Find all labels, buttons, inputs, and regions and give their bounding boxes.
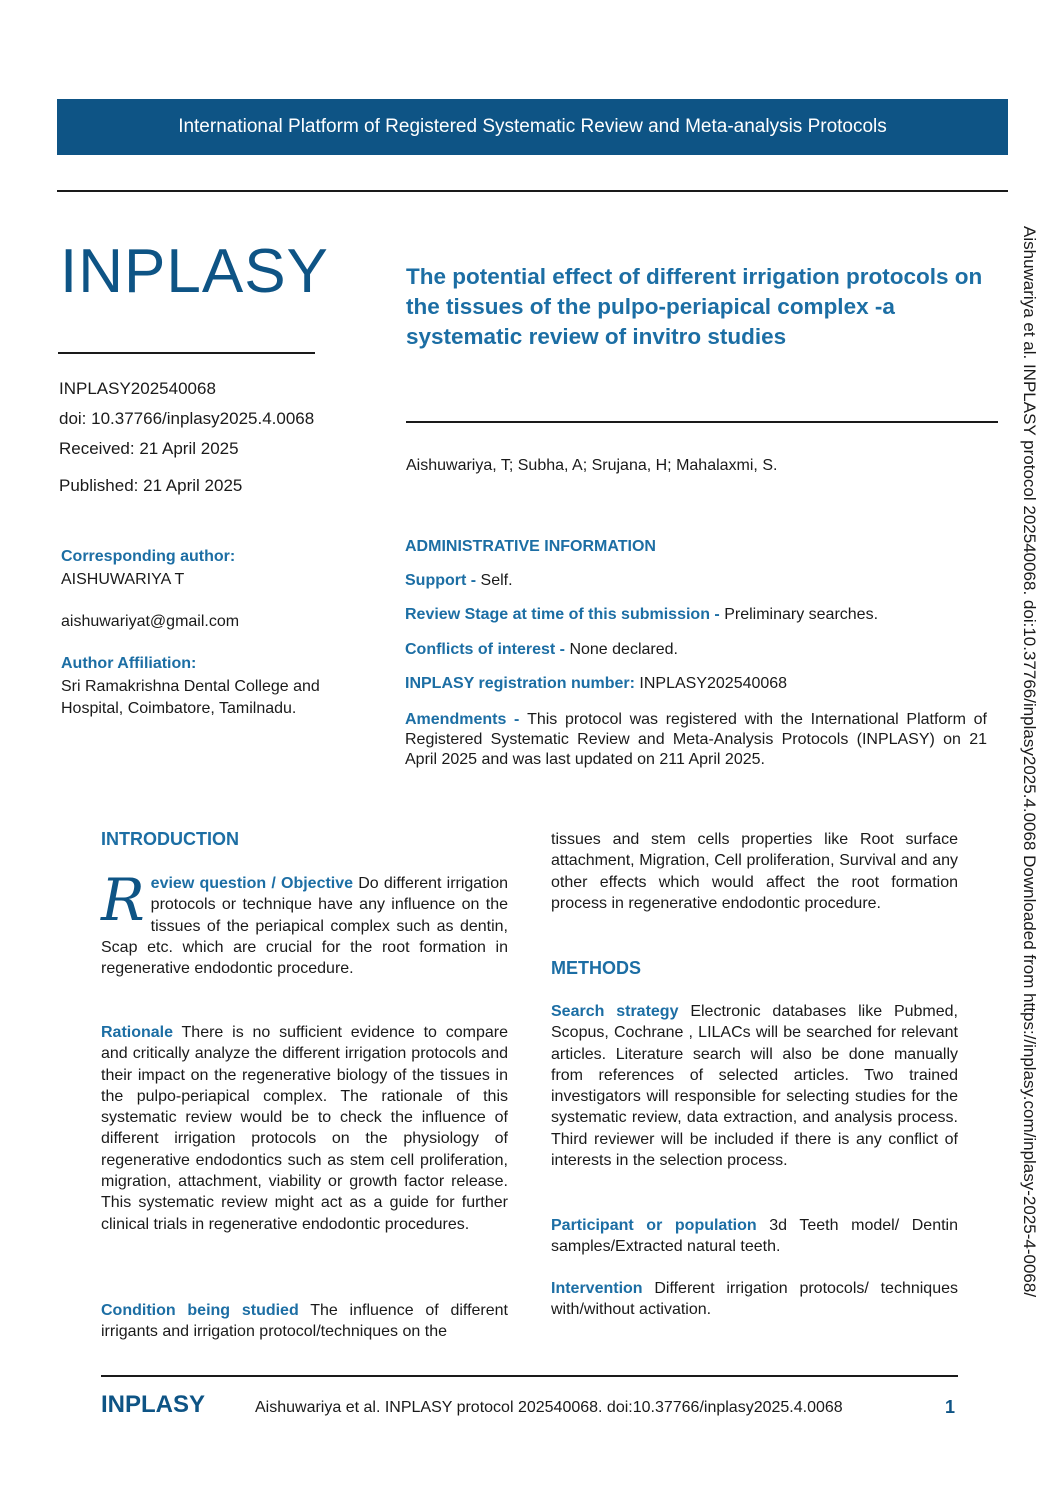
amendments-label: Amendments - — [405, 711, 528, 728]
author-list: Aishuwariya, T; Subha, A; Srujana, H; Mahalaxmi, S. — [406, 457, 778, 474]
footer-citation: Aishuwariya et al. INPLASY protocol 202540068. doi:10.37766/inplasy2025.4.0068 — [255, 1399, 843, 1416]
registration-value: INPLASY202540068 — [639, 675, 788, 692]
search-strategy-paragraph — [551, 1001, 958, 1171]
condition-text: The influence of different irrigants and irrigation protocol/techniques on the — [101, 1302, 508, 1341]
received-date: Received: 21 April 2025 — [59, 439, 239, 458]
corresponding-author-email: aishuwariyat@gmail.com — [61, 613, 240, 630]
condition-continuation: tissues and stem cells properties like Root surface attachment, Migration, Cell proliferation, Survival and any other effects which would affect the root formation process in regenerative endodontic procedure. — [551, 831, 958, 912]
paper-title: The potential effect of different irrigation protocols on the tissues of the pulpo-periapical complex -a systematic review of invitro studies — [406, 264, 983, 349]
review-question-paragraph — [101, 866, 508, 979]
methods-heading: METHODS — [551, 958, 641, 978]
intervention-label: Intervention — [551, 1280, 643, 1297]
admin-heading: ADMINISTRATIVE INFORMATION — [405, 538, 656, 555]
rationale-label: Rationale — [101, 1024, 174, 1041]
introduction-heading: INTRODUCTION — [101, 829, 239, 849]
intervention-paragraph — [551, 1278, 958, 1321]
banner-text: International Platform of Registered Systematic Review and Meta-analysis Protocols — [178, 116, 887, 137]
rationale-paragraph — [101, 1022, 508, 1235]
rationale-text: There is no sufficient evidence to compare and critically analyze the different irrigation protocols and their impact on the regenerative biology of the tissues in the pulpo-periapical complex. The rationale of this systematic review would be to check the influence of different irrigation protocols on the physiology of regenerative endodontics such as stem cell proliferation, migration, attachment, viability or growth factor release. This systematic review might act as a guide for further clinical trials in regenerative endodontic procedures. — [101, 1024, 508, 1233]
doi: doi: 10.37766/inplasy2025.4.0068 — [59, 409, 315, 428]
page-number: 1 — [945, 1397, 956, 1417]
search-strategy-label: Search strategy — [551, 1003, 679, 1020]
intervention-text: Different irrigation protocols/ techniques with/without activation. — [551, 1280, 958, 1319]
registration-row — [405, 675, 787, 693]
affiliation-line-1: Sri Ramakrishna Dental College and — [61, 678, 320, 695]
stage-row — [405, 606, 878, 624]
condition-paragraph — [101, 1300, 508, 1343]
stage-label: Review Stage at time of this submission - — [405, 606, 725, 623]
amendments-value: This protocol was registered with the International Platform of Registered Systematic Review and Meta-Analysis Protocols (INPLASY) on 21 April 2025 and was last updated on 211 April 2025. — [405, 711, 987, 768]
top-rule — [57, 190, 1008, 192]
published-date: Published: 21 April 2025 — [59, 476, 243, 495]
condition-label: Condition being studied — [101, 1302, 299, 1319]
side-download-note: Aishuwariya et al. INPLASY protocol 202540068. doi:10.37766/inplasy2025.4.0068 Downloaded from https://inplasy.com/inplasy-2025-4-0068/ — [1020, 226, 1039, 1298]
conflicts-row — [405, 641, 678, 659]
header-banner — [57, 99, 1008, 155]
registration-id: INPLASY202540068 — [59, 379, 216, 398]
participant-label: Participant or population — [551, 1217, 757, 1234]
support-value: Self. — [480, 572, 513, 589]
dropcap-letter: R — [101, 866, 145, 934]
inplasy-logo: INPLASY — [60, 237, 329, 306]
conflicts-label: Conflicts of interest - — [405, 641, 570, 658]
amendments-row — [405, 710, 987, 770]
participant-paragraph — [551, 1215, 958, 1258]
affiliation-line-2: Hospital, Coimbatore, Tamilnadu. — [61, 700, 297, 717]
logo-rule — [58, 352, 315, 354]
affiliation-label: Author Affiliation: — [61, 655, 197, 672]
footer-logo: INPLASY — [101, 1391, 206, 1418]
review-question-text: Do different irrigation protocols or technique have any influence on the tissues of the periapical complex such as dentin, Scap etc. which are crucial for the root formation in regenerative endodontic procedure. — [101, 875, 508, 978]
review-question-label: eview question / Objective — [150, 875, 354, 892]
stage-value: Preliminary searches. — [724, 606, 879, 623]
corresponding-author-name: AISHUWARIYA T — [61, 571, 185, 588]
footer-rule — [101, 1375, 958, 1377]
corresponding-author-label: Corresponding author: — [61, 548, 236, 565]
registration-label: INPLASY registration number: — [405, 675, 640, 692]
participant-text: 3d Teeth model/ Dentin samples/Extracted natural teeth. — [551, 1217, 958, 1256]
support-row — [405, 572, 513, 590]
title-rule — [406, 421, 998, 423]
conflicts-value: None declared. — [569, 641, 678, 658]
support-label: Support - — [405, 572, 481, 589]
search-strategy-text: Electronic databases like Pubmed, Scopus, Cochrane , LILACs will be searched for relevant articles. Literature search will also be done manually from references of selected articles. Two trained investigators will responsible for selecting studies for the systematic review, data extraction, and analysis process. Third reviewer will be included if there is any conflict of interests in the selection process. — [551, 1003, 958, 1170]
